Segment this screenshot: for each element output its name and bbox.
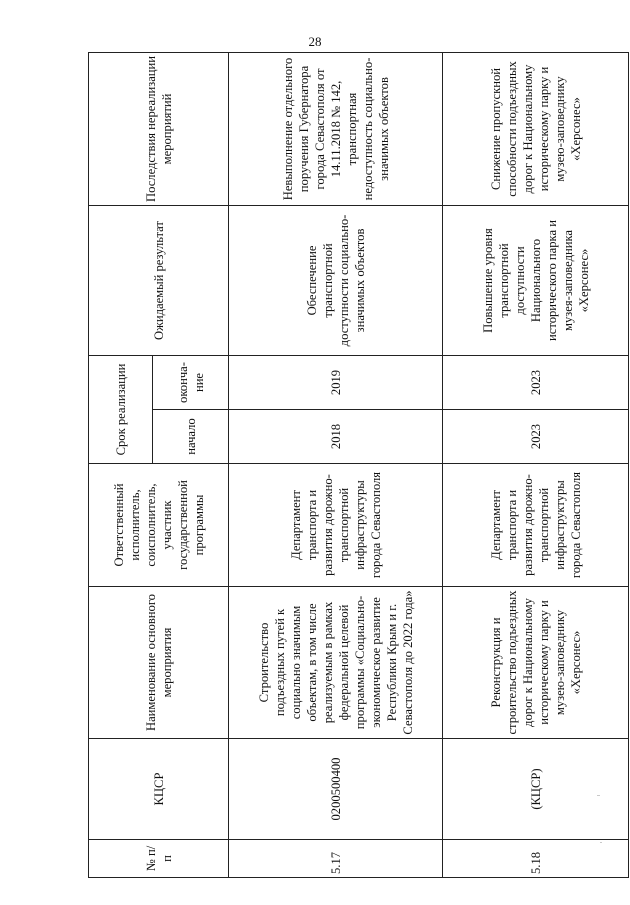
header-result: Ожидаемый результат bbox=[89, 206, 229, 356]
row-result: Повышение уровня транспортной доступности Национального исторического парка и музея-заповедника «Херсонес» bbox=[443, 206, 629, 356]
row-consequences: Снижение пропускной способности подъездных дорог к Национальному историческому парку и музею-заповеднику «Херсонес» bbox=[443, 53, 629, 206]
row-kcsr: (КЦСР) bbox=[443, 739, 629, 840]
events-table bbox=[88, 52, 629, 878]
row-responsible: Департамент транспорта и развития дорожно-транспортной инфраструктуры города Севастополя bbox=[443, 464, 629, 587]
header-consequences: Последствия нереализации мероприятий bbox=[89, 53, 229, 206]
header-start: начало bbox=[153, 410, 229, 464]
header-num: № п/п bbox=[89, 840, 229, 878]
row-consequences: Невыполнение отдельного поручения Губернатора города Севастополя от 14.11.2018 № 142, транспортная недоступность социально-значимых объектов bbox=[229, 53, 443, 206]
row-num: 5.18 bbox=[443, 840, 629, 878]
row-end: 2019 bbox=[229, 356, 443, 410]
table-row bbox=[229, 53, 443, 878]
row-name: Строительство подъездных путей к социально значимым объектам, в том числе реализуемым в рамках федеральной целевой программы «Социально-экономическое развитие Республики Крым и г. Севастополя до 2022 года» bbox=[229, 587, 443, 739]
page-number: 28 bbox=[308, 34, 322, 49]
header-end: оконча-ние bbox=[153, 356, 229, 410]
header-responsible: Ответственный исполнитель, соисполнитель, участник государственной программы bbox=[89, 464, 229, 587]
header-name: Наименование основного мероприятия bbox=[89, 587, 229, 739]
row-responsible: Департамент транспорта и развития дорожно-транспортной инфраструктуры города Севастополя bbox=[229, 464, 443, 587]
row-name: Реконструкция и строительство подъездных дорог к Национальному историческому парку и музею-заповеднику «Херсонес» bbox=[443, 587, 629, 739]
header-period: Срок реализации bbox=[89, 356, 153, 464]
header-kcsr: КЦСР bbox=[89, 739, 229, 840]
header-row bbox=[89, 53, 153, 878]
row-num: 5.17 bbox=[229, 840, 443, 878]
row-end: 2023 bbox=[443, 356, 629, 410]
row-kcsr: 0200500400 bbox=[229, 739, 443, 840]
rotated-table-container bbox=[88, 53, 628, 878]
row-result: Обеспечение транспортной доступности социально-значимых объектов bbox=[229, 206, 443, 356]
table-row bbox=[443, 53, 629, 878]
row-start: 2023 bbox=[443, 410, 629, 464]
row-start: 2018 bbox=[229, 410, 443, 464]
